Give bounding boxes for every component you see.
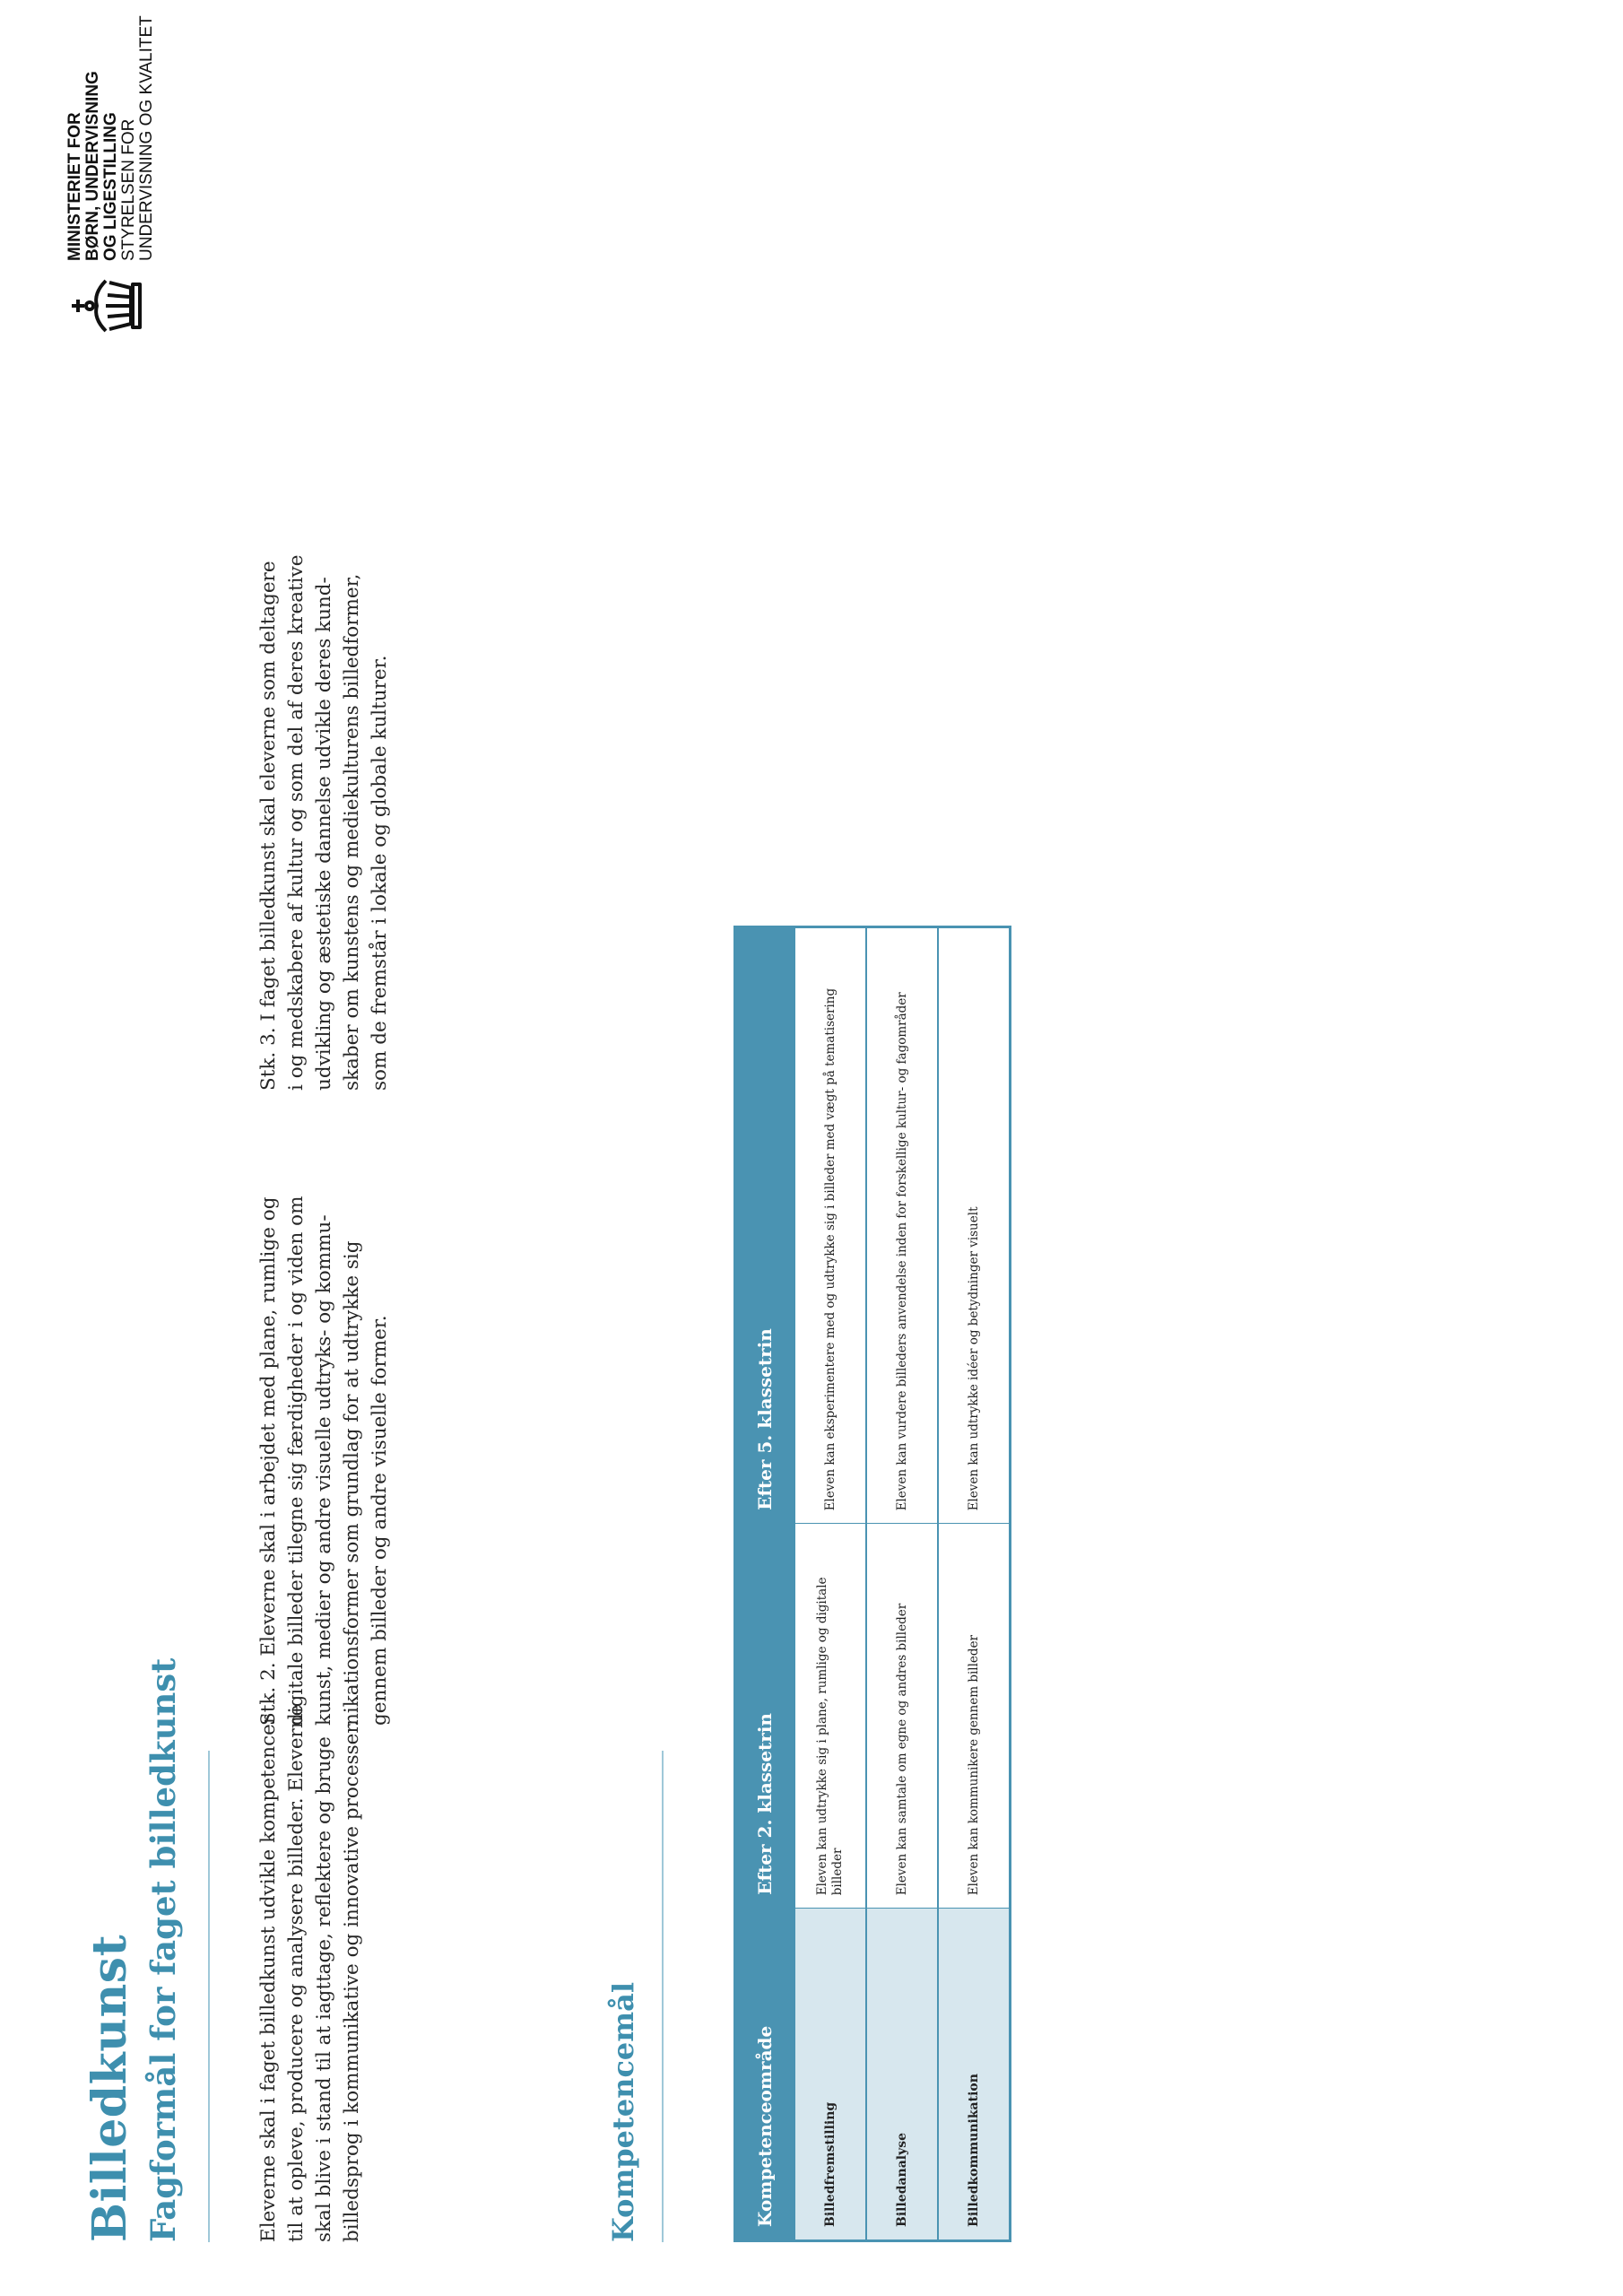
section-title-competence: Kompetencemål	[606, 1981, 640, 2242]
paragraph-line: i og medskabere af kultur og som del af deres kreative	[285, 554, 308, 1091]
paragraph-line: udvikling og æstetiske dannelse udvikle deres kund-	[313, 577, 335, 1091]
page-title: Billedkunst	[82, 1934, 137, 2242]
logo-line: BØRN, UNDERVISNING	[83, 71, 102, 261]
after-grade-5-cell: Eleven kan vurdere billeders anvendelse inden for forskellige kultur- og fagområder	[866, 927, 938, 1524]
paragraph-line: til at opleve, producere og analysere billeder. Eleverne	[285, 1704, 308, 2242]
purpose-paragraph-2	[255, 1196, 394, 1726]
logo-line: OG LIGESTILLING	[101, 112, 120, 261]
logo-line: UNDERVISNING OG KVALITET	[137, 15, 156, 261]
paragraph-line: som de fremstår i lokale og globale kulturer.	[369, 655, 391, 1091]
logo-line: STYRELSEN FOR	[119, 118, 138, 261]
competence-table	[733, 926, 1011, 2242]
after-grade-2-cell: Eleven kan samtale om egne og andres billeder	[866, 1524, 938, 1909]
ministry-logo	[63, 13, 242, 336]
header-after-grade-2: Efter 2. klassetrin	[735, 1524, 795, 1909]
competence-area-cell: Billedfremstilling	[794, 1909, 866, 2241]
paragraph-line: billedsprog i kommunikative og innovative processer.	[341, 1719, 363, 2242]
paragraph-line: kunst, medier og andre visuelle udtryks- og kommu-	[313, 1214, 335, 1726]
paragraph-line: Stk. 3. I faget billedkunst skal eleverne som deltagere	[257, 561, 280, 1091]
paragraph-line: digitale billeder tilegne sig færdigheder i og viden om	[285, 1196, 308, 1726]
competence-area-cell: Billedanalyse	[866, 1909, 938, 2241]
crown-icon	[70, 275, 143, 336]
paragraph-line: gennem billeder og andre visuelle former.	[369, 1315, 391, 1726]
table-row	[938, 927, 1011, 2241]
purpose-paragraph-1	[255, 1705, 366, 2242]
after-grade-5-cell: Eleven kan eksperimentere med og udtrykke sig i billeder med vægt på tematisering	[794, 927, 866, 1524]
table-row	[794, 927, 866, 2241]
divider-line	[208, 1751, 210, 2242]
after-grade-2-cell: Eleven kan udtrykke sig i plane, rumlige og digitale billeder	[794, 1524, 866, 1909]
divider-line	[662, 1751, 664, 2242]
paragraph-line: Stk. 2. Eleverne skal i arbejdet med plane, rumlige og	[257, 1196, 280, 1726]
paragraph-line: nikationsformer som grundlag for at udtrykke sig	[341, 1240, 363, 1726]
page-subtitle: Fagformål for faget billedkunst	[143, 1657, 183, 2242]
paragraph-line: Eleverne skal i faget billedkunst udvikle kompetencer	[257, 1714, 280, 2242]
logo-line: MINISTERIET FOR	[65, 112, 84, 261]
table-header-row	[735, 927, 795, 2241]
after-grade-2-cell: Eleven kan kommunikere gennem billeder	[938, 1524, 1011, 1909]
logo-text	[66, 15, 156, 261]
paragraph-line: skal blive i stand til at iagttage, reflektere og bruge	[313, 1736, 335, 2242]
header-after-grade-5: Efter 5. klassetrin	[735, 927, 795, 1524]
competence-area-cell: Billedkommunikation	[938, 1909, 1011, 2241]
purpose-paragraph-3	[255, 555, 394, 1091]
table-row	[866, 927, 938, 2241]
paragraph-line: skaber om kunstens og mediekulturens billedformer,	[341, 573, 363, 1091]
header-competence-area: Kompetenceområde	[735, 1909, 795, 2241]
after-grade-5-cell: Eleven kan udtrykke idéer og betydninger visuelt	[938, 927, 1011, 1524]
